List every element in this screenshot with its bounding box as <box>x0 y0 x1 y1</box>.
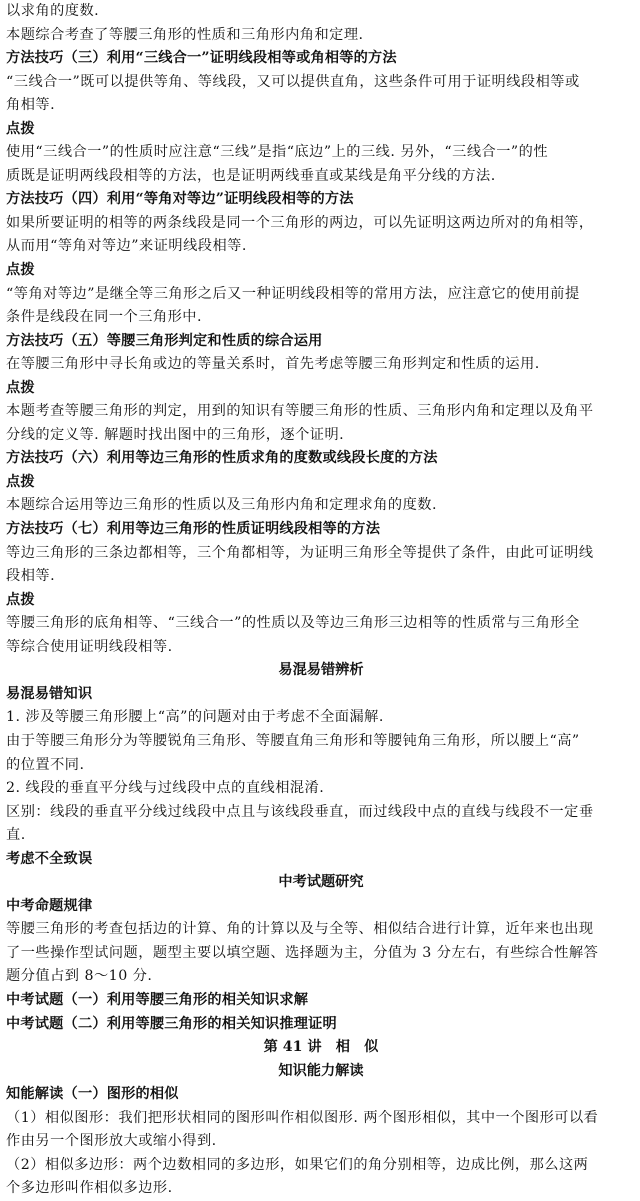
body-text-line: 使用“三线合一”的性质时应注意“三线”是指“底边”上的三线. 另外，“三线合一”的性 <box>6 144 549 161</box>
body-text-line: 等边三角形的三条边都相等，三个角都相等，为证明三角形全等提供了条件，由此可证明线 <box>6 544 594 561</box>
body-text-line: 个多边形叫作相似多边形. <box>6 1180 173 1197</box>
section-heading: 方法技巧（五）等腰三角形判定和性质的综合运用 <box>6 332 323 349</box>
section-heading: 易混易错知识 <box>6 685 93 702</box>
body-text-line: 直. <box>6 827 26 844</box>
section-heading: 方法技巧（六）利用等边三角形的性质求角的度数或线段长度的方法 <box>6 450 438 467</box>
section-heading: 方法技巧（四）利用“等角对等边”证明线段相等的方法 <box>6 191 354 208</box>
body-text-line: 由于等腰三角形分为等腰锐角三角形、等腰直角三角形和等腰钝角三角形，所以腰上“高” <box>6 732 580 749</box>
body-text-line: 分线的定义等. 解题时找出图中的三角形，逐个证明. <box>6 426 345 443</box>
section-heading: 中考试题（二）利用等腰三角形的相关知识推理证明 <box>6 1015 337 1032</box>
section-heading: 中考试题（一）利用等腰三角形的相关知识求解 <box>6 991 309 1008</box>
body-text-line: 等腰三角形的考查包括边的计算、角的计算以及与全等、相似结合进行计算，近年来也出现 <box>6 921 594 938</box>
centered-title: 易混易错辨析 <box>278 662 364 679</box>
body-text-line: 2. 线段的垂直平分线与过线段中点的直线相混淆. <box>6 780 325 797</box>
body-text-line: （1）相似图形：我们把形状相同的图形叫作相似图形. 两个图形相似，其中一个图形可以看 <box>6 1109 599 1126</box>
centered-title: 第 41 讲 相 似 <box>263 1039 379 1056</box>
section-heading: 点拨 <box>6 473 35 490</box>
body-text-line: 段相等. <box>6 568 56 585</box>
body-text-line: 本题考查等腰三角形的判定，用到的知识有等腰三角形的性质、三角形内角和定理以及角平 <box>6 403 594 420</box>
section-heading: 点拨 <box>6 591 35 608</box>
body-text-line: 等综合使用证明线段相等. <box>6 638 173 655</box>
body-text-line: 1. 涉及等腰三角形腰上“高”的问题对由于考虑不全面漏解. <box>6 709 384 726</box>
centered-title: 知识能力解读 <box>278 1062 364 1079</box>
section-heading: 知能解读（一）图形的相似 <box>6 1086 179 1103</box>
body-text-line: 条件是线段在同一个三角形中. <box>6 309 202 326</box>
section-heading: 点拨 <box>6 262 35 279</box>
section-heading: 点拨 <box>6 120 35 137</box>
body-text-line: 本题综合考查了等腰三角形的性质和三角形内角和定理. <box>6 26 364 43</box>
body-text-line: 从而用“等角对等边”来证明线段相等. <box>6 238 247 255</box>
body-text-line: 角相等. <box>6 97 56 114</box>
section-heading: 点拨 <box>6 379 35 396</box>
section-heading: 方法技巧（三）利用“三线合一”证明线段相等或角相等的方法 <box>6 50 397 67</box>
section-heading: 考虑不全致误 <box>6 850 93 867</box>
centered-title: 中考试题研究 <box>278 874 364 891</box>
body-text-line: 质既是证明两线段相等的方法，也是证明两线垂直或某线是角平分线的方法. <box>6 167 496 184</box>
body-text-line: （2）相似多边形：两个边数相同的多边形，如果它们的角分别相等，边成比例，那么这两 <box>6 1156 589 1173</box>
body-text-line: “等角对等边”是继全等三角形之后又一种证明线段相等的常用方法，应注意它的使用前提 <box>6 285 580 302</box>
body-text-line: 等腰三角形的底角相等、“三线合一”的性质以及等边三角形三边相等的性质常与三角形全 <box>6 615 580 632</box>
body-text-line: 如果所要证明的相等的两条线段是同一个三角形的两边，可以先证明这两边所对的角相等， <box>6 214 594 231</box>
section-heading: 方法技巧（七）利用等边三角形的性质证明线段相等的方法 <box>6 521 381 538</box>
body-text-line: 区别：线段的垂直平分线过线段中点且与该线段垂直，而过线段中点的直线与线段不一定垂 <box>6 803 594 820</box>
body-text-line: 在等腰三角形中寻长角或边的等量关系时，首先考虑等腰三角形判定和性质的运用. <box>6 356 540 373</box>
body-text-line: 本题综合运用等边三角形的性质以及三角形内角和定理求角的度数. <box>6 497 437 514</box>
body-text-line: 的位置不同. <box>6 756 85 773</box>
body-text-line: 作由另一个图形放大或缩小得到. <box>6 1133 217 1150</box>
section-heading: 中考命题规律 <box>6 897 93 914</box>
body-text-line: “三线合一”既可以提供等角、等线段，又可以提供直角，这些条件可用于证明线段相等或 <box>6 73 580 90</box>
body-text-line: 了一些操作型试问题，题型主要以填空题、选择题为主，分值为 3 分左右，有些综合性解答 <box>6 944 599 961</box>
body-text-line: 题分值占到 8～10 分. <box>6 968 153 985</box>
body-text-line: 以求角的度数. <box>6 3 100 19</box>
